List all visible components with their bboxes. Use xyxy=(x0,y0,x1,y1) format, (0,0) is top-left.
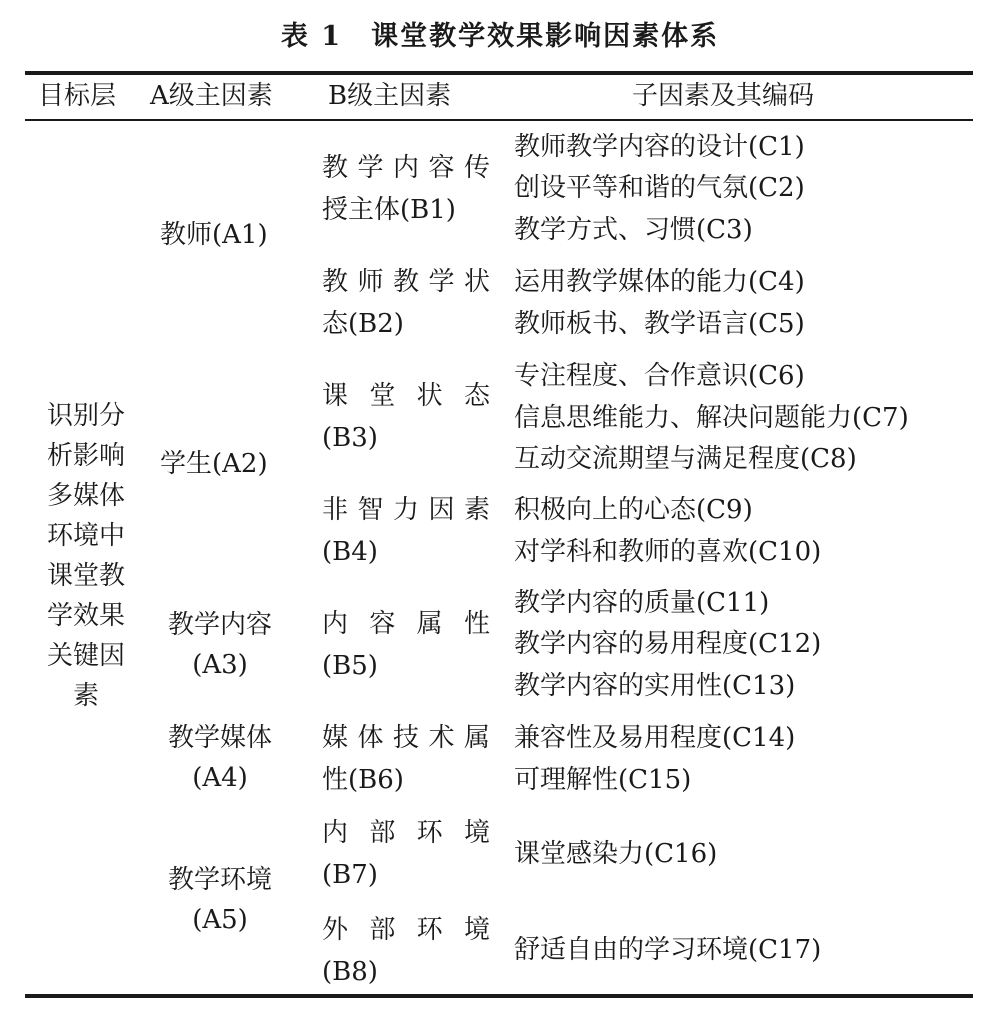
a-factor-a4-code: (A4) xyxy=(192,763,248,793)
b-factor-b3-line1: 课堂状态 xyxy=(322,381,490,411)
b-factor-b2-line1: 教师教学状 xyxy=(322,267,490,297)
b-factor-b7-line2: (B7) xyxy=(322,860,378,890)
b-factor-b4-line1: 非智力因素 xyxy=(322,495,490,525)
table-caption: 表 1 课堂教学效果影响因素体系 xyxy=(280,21,720,52)
sub-factor-c16: 课堂感染力(C16) xyxy=(514,839,718,869)
a-factor-a3-code: (A3) xyxy=(192,650,248,680)
objective-line: 识别分 xyxy=(46,401,125,431)
sub-factor-c10: 对学科和教师的喜欢(C10) xyxy=(514,537,822,567)
b-factor-b1-line1: 教学内容传 xyxy=(322,153,490,183)
sub-factor-c6: 专注程度、合作意识(C6) xyxy=(514,361,805,391)
sub-factor-c11: 教学内容的质量(C11) xyxy=(514,588,770,618)
sub-factor-c2: 创设平等和谐的气氛(C2) xyxy=(514,173,805,203)
sub-factor-c8: 互动交流期望与满足程度(C8) xyxy=(514,444,857,474)
sub-factor-c5: 教师板书、教学语言(C5) xyxy=(514,309,805,339)
b-factor-b6-line2: 性(B6) xyxy=(322,765,404,795)
a-factor-a4-name: 教学媒体 xyxy=(167,723,272,753)
sub-factor-c14: 兼容性及易用程度(C14) xyxy=(514,723,796,753)
b-factor-b8-line2: (B8) xyxy=(322,957,378,987)
bottom-rule xyxy=(25,994,973,998)
sub-factor-c9: 积极向上的心态(C9) xyxy=(514,495,753,525)
objective-line: 学效果 xyxy=(46,601,125,631)
header-objective: 目标层 xyxy=(38,81,117,111)
sub-factor-c1: 教师教学内容的设计(C1) xyxy=(514,132,805,162)
objective-line: 多媒体 xyxy=(46,481,125,511)
header-sub-factors: 子因素及其编码 xyxy=(632,81,815,111)
objective-line: 素 xyxy=(72,681,99,711)
header-a-level: A级主因素 xyxy=(150,81,273,111)
objective-line: 析影响 xyxy=(46,441,125,471)
objective-cell xyxy=(36,396,136,716)
b-factor-b5-line2: (B5) xyxy=(322,651,378,681)
a-factor-a3-name: 教学内容 xyxy=(167,610,272,640)
a-factor-a5-name: 教学环境 xyxy=(167,865,272,895)
a-factor-a1: 教师(A1) xyxy=(160,220,268,250)
a-factor-a2: 学生(A2) xyxy=(160,449,268,479)
sub-factor-c3: 教学方式、习惯(C3) xyxy=(514,215,753,245)
sub-factor-c12: 教学内容的易用程度(C12) xyxy=(514,629,822,659)
sub-factor-c13: 教学内容的实用性(C13) xyxy=(514,671,796,701)
header-rule xyxy=(25,119,973,121)
a-factor-a5-code: (A5) xyxy=(192,905,248,935)
sub-factor-c17: 舒适自由的学习环境(C17) xyxy=(514,935,822,965)
header-b-level: B级主因素 xyxy=(328,81,452,111)
b-factor-b3-line2: (B3) xyxy=(322,423,378,453)
objective-line: 课堂教 xyxy=(46,561,125,591)
top-rule xyxy=(25,71,973,75)
sub-factor-c15: 可理解性(C15) xyxy=(514,765,692,795)
sub-factor-c7: 信息思维能力、解决问题能力(C7) xyxy=(514,403,909,433)
b-factor-b1-line2: 授主体(B1) xyxy=(322,195,456,225)
sub-factor-c4: 运用教学媒体的能力(C4) xyxy=(514,267,805,297)
objective-line: 关键因 xyxy=(46,641,125,671)
b-factor-b2-line2: 态(B2) xyxy=(322,309,404,339)
objective-line: 环境中 xyxy=(46,521,125,551)
b-factor-b7-line1: 内部环境 xyxy=(322,818,490,848)
b-factor-b5-line1: 内容属性 xyxy=(322,609,490,639)
b-factor-b4-line2: (B4) xyxy=(322,537,378,567)
b-factor-b8-line1: 外部环境 xyxy=(322,915,490,945)
b-factor-b6-line1: 媒体技术属 xyxy=(322,723,490,753)
